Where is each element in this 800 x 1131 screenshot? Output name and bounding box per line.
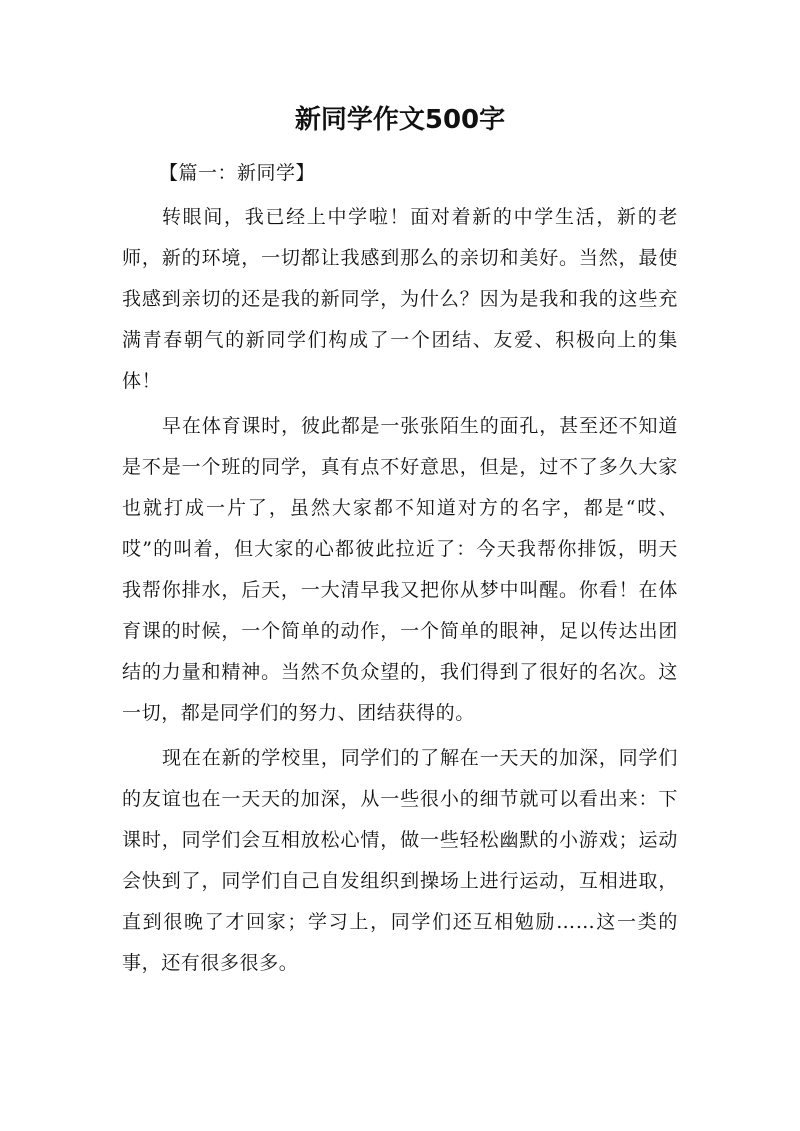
document-title: 新同学作文500字	[294, 105, 506, 135]
paragraph-1: 转眼间，我已经上中学啦！面对着新的中学生活，新的老师，新的环境，一切都让我感到那么的亲切和美好。当然，最使我感到亲切的还是我的新同学，为什么？因为是我和我的这些充满青春朝气的新同学们构成了一个团结、友爱、积极向上的集体！	[122, 206, 678, 392]
paragraph-2: 早在体育课时，彼此都是一张张陌生的面孔，甚至还不知道是不是一个班的同学，真有点不好意思，但是，过不了多久大家也就打成一片了，虽然大家都不知道对方的名字，都是“哎、哎”的叫着，但大家的心都彼此拉近了：今天我帮你排饭，明天我帮你排水，后天，一大清早我又把你从梦中叫醒。你看！在体育课的时候，一个简单的动作，一个简单的眼神，足以传达出团结的力量和精神。当然不负众望的，我们得到了很好的名次。这一切，都是同学们的努力、团结获得的。	[122, 415, 678, 724]
section-heading: 【篇一：新同学】	[159, 162, 316, 184]
paragraph-3: 现在在新的学校里，同学们的了解在一天天的加深，同学们的友谊也在一天天的加深，从一些很小的细节就可以看出来：下课时，同学们会互相放松心情，做一些轻松幽默的小游戏；运动会快到了，同学们自己自发组织到操场上进行运动，互相进取，直到很晚了才回家；学习上，同学们还互相勉励……这一类的事，还有很多很多。	[122, 747, 678, 974]
document-body	[122, 153, 678, 984]
